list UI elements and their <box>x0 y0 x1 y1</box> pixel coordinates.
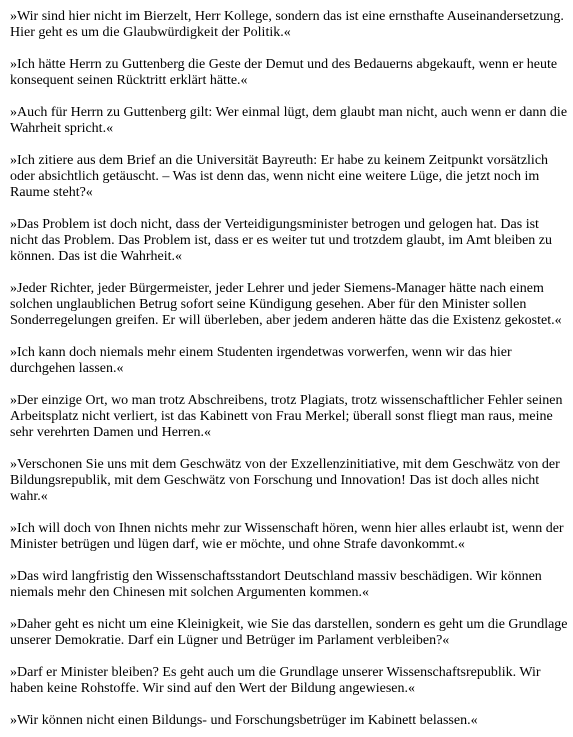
quote-paragraph: »Wir können nicht einen Bildungs- und Forschungsbetrüger im Kabinett belassen.« <box>10 713 478 728</box>
quote-paragraph: »Auch für Herrn zu Guttenberg gilt: Wer einmal lügt, dem glaubt man nicht, auch wenn er dann die Wahrheit spricht.« <box>10 105 568 136</box>
quote-paragraph: »Verschonen Sie uns mit dem Geschwätz von der Exzellenzinitiative, mit dem Geschwätz von der Bildungsrepublik, mit dem Geschwätz von Forschung und Innovation! Das ist doch alles nicht wahr.« <box>10 457 560 504</box>
quote-paragraph: »Ich hätte Herrn zu Guttenberg die Geste der Demut und des Bedauerns abgekauft, wenn er heute konsequent seinen Rücktritt erklärt hätte.« <box>10 57 558 88</box>
quote-paragraph: »Daher geht es nicht um eine Kleinigkeit, wie Sie das darstellen, sondern es geht um die Grundlage unserer Demokratie. Darf ein Lügner und Betrüger im Parlament verbleiben?« <box>10 617 568 648</box>
quote-paragraph: »Jeder Richter, jeder Bürgermeister, jeder Lehrer und jeder Siemens-Manager hätte nach einem solchen unglaublichen Betrug sofort seine Kündigung gesehen. Aber für den Minister sollen Sonderregelungen greifen. Er will überleben, aber jedem anderen hätte das die Existenz gekostet.« <box>10 281 562 328</box>
quote-paragraph: »Ich kann doch niemals mehr einem Studenten irgendetwas vorwerfen, wenn wir das hier durchgehen lassen.« <box>10 345 512 376</box>
quote-paragraph: »Der einzige Ort, wo man trotz Abschreibens, trotz Plagiats, trotz wissenschaftlicher Fehler seinen Arbeitsplatz nicht verliert, ist das Kabinett von Frau Merkel; überall sonst fliegt man raus, meine sehr verehrten Damen und Herren.« <box>10 393 563 440</box>
quote-paragraph: »Das wird langfristig den Wissenschaftsstandort Deutschland massiv beschädigen. Wir können niemals mehr den Chinesen mit solchen Argumenten kommen.« <box>10 569 542 600</box>
quote-paragraph: »Wir sind hier nicht im Bierzelt, Herr Kollege, sondern das ist eine ernsthafte Auseinandersetzung. Hier geht es um die Glaubwürdigkeit der Politik.« <box>10 9 564 40</box>
quote-paragraph: »Das Problem ist doch nicht, dass der Verteidigungsminister betrogen und gelogen hat. Das ist nicht das Problem. Das Problem ist, dass er es weiter tut und trotzdem glaubt, im Amt bleiben zu können. Das ist die Wahrheit.« <box>10 217 553 264</box>
quote-paragraph: »Darf er Minister bleiben? Es geht auch um die Grundlage unserer Wissenschaftsrepublik. Wir haben keine Rohstoffe. Wir sind auf den Wert der Bildung angewiesen.« <box>10 665 541 696</box>
quote-paragraph: »Ich zitiere aus dem Brief an die Universität Bayreuth: Er habe zu keinem Zeitpunkt vorsätzlich oder absichtlich getäuscht. – Was ist denn das, wenn nicht eine weitere Lüge, die jetzt noch im Raume steht?« <box>10 153 549 200</box>
quote-paragraph: »Ich will doch von Ihnen nichts mehr zur Wissenschaft hören, wenn hier alles erlaubt ist, wenn der Minister betrügen und lügen darf, wie er möchte, und ohne Strafe davonkommt.« <box>10 521 564 552</box>
